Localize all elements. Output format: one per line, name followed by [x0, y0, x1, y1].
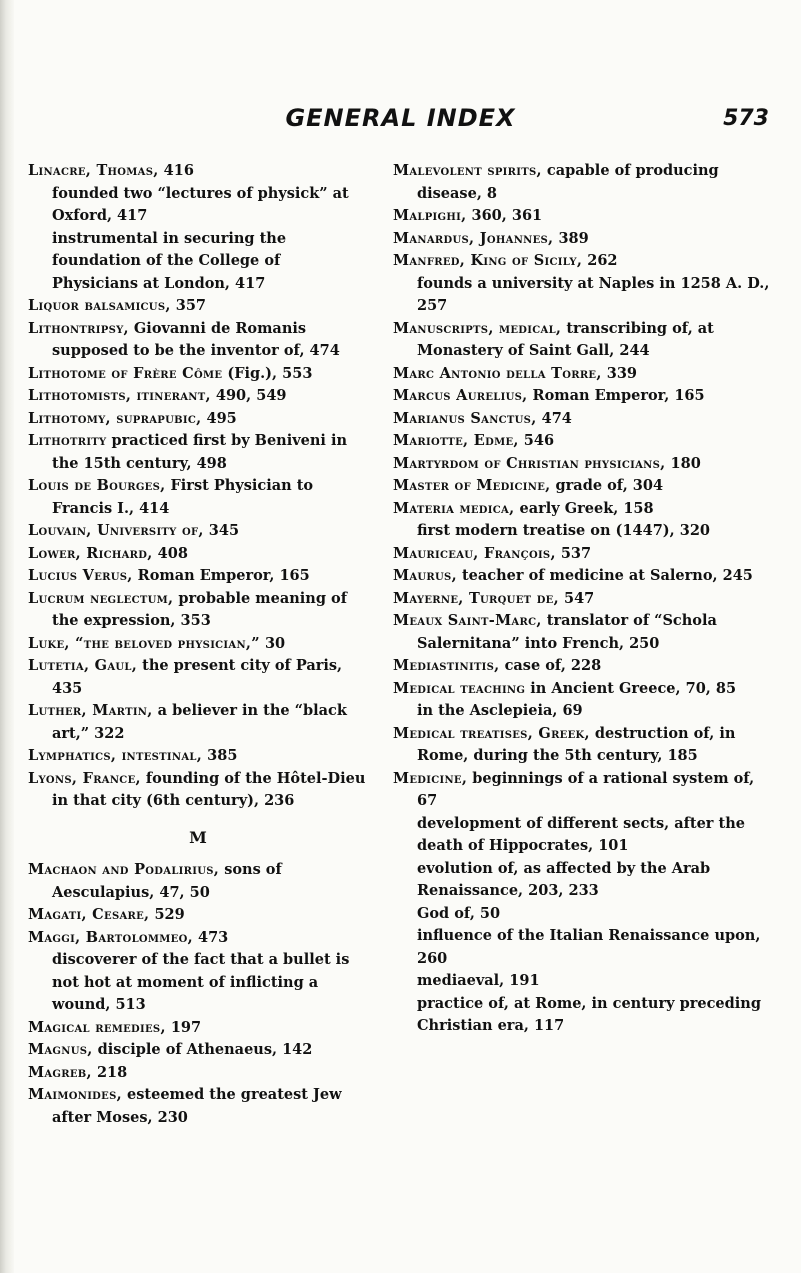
entry-heading: Martyrdom of Christian physicians,	[393, 454, 666, 472]
entry-text: 474	[536, 409, 572, 427]
index-entry	[28, 385, 368, 408]
entry-text: 357	[170, 297, 207, 314]
entry-text: beginnings of a rational system of, 67	[417, 769, 755, 809]
entry-text: the present city of Paris, 435	[52, 657, 343, 697]
entry-text: case of, 228	[499, 657, 602, 674]
entry-heading: Maurus,	[393, 567, 457, 584]
entry-text: in Ancient Greece, 70, 85	[525, 679, 737, 697]
index-entry	[28, 1017, 368, 1040]
right-column	[393, 160, 778, 1038]
entry-text: teacher of medicine at Salerno, 245	[456, 567, 753, 584]
entry-text: disciple of Athenaeus, 142	[92, 1041, 313, 1058]
index-subentry: practice of, at Rome, in century preceding Christian era, 117	[417, 994, 761, 1034]
entry-text: 408	[152, 544, 188, 562]
index-entry	[393, 160, 778, 205]
entry-text: Roman Emperor, 165	[132, 567, 310, 584]
index-entry	[393, 565, 778, 588]
section-letter: M	[189, 827, 207, 847]
index-entry	[28, 633, 368, 656]
entry-text: 495	[201, 409, 237, 427]
index-entry	[393, 678, 778, 701]
entry-text: Giovanni de Romanis supposed to be the inventor of, 474	[52, 319, 340, 359]
entry-heading: Magnus,	[28, 1041, 93, 1058]
entry-heading: Lower, Richard,	[28, 544, 153, 562]
entry-heading: Lymphatics, intestinal,	[28, 747, 203, 764]
index-entry	[28, 904, 368, 927]
index-entry	[393, 385, 778, 408]
entry-heading: Manfred, King of Sicily,	[393, 252, 583, 269]
entry-text: 547	[558, 589, 595, 607]
entry-text: 385	[202, 747, 238, 764]
entry-heading: Malevolent spirits,	[393, 162, 542, 179]
entry-heading: Maggi, Bartolommeo,	[28, 928, 193, 946]
entry-heading: Lithontripsy,	[28, 319, 129, 337]
index-entry	[393, 363, 778, 386]
index-entry	[28, 318, 368, 363]
index-entry	[393, 723, 778, 768]
entry-heading: Mauriceau, François,	[393, 544, 556, 562]
entry-text: 180	[665, 454, 701, 472]
index-subentry: mediaeval, 191	[417, 972, 540, 989]
entry-text: transcribing of, at Monastery of Saint Gall, 244	[417, 319, 714, 359]
entry-text: founding of the Hôtel-Dieu in that city (6th century), 236	[52, 769, 366, 809]
index-entry	[393, 498, 778, 521]
entry-text: 416	[158, 162, 194, 179]
entry-text: (Fig.), 553	[222, 364, 313, 382]
index-entry	[28, 588, 368, 633]
entry-heading: Luke, “the beloved physician,”	[28, 634, 260, 652]
entry-heading: Meaux Saint-Marc,	[393, 612, 542, 629]
entry-heading: Malpighi,	[393, 207, 467, 224]
index-subentry: in the Asclepieia, 69	[417, 702, 583, 719]
entry-text: 490, 549	[210, 387, 287, 404]
index-subentry: founded two “lectures of physick” at Oxford, 417	[52, 184, 349, 224]
entry-text: 218	[91, 1063, 128, 1081]
index-subentry: God of, 50	[417, 904, 501, 922]
entry-heading: Magreb,	[28, 1063, 92, 1081]
entry-heading: Linacre, Thomas,	[28, 162, 159, 179]
index-entry	[393, 475, 778, 498]
index-entry	[28, 430, 368, 475]
index-entry	[393, 408, 778, 431]
entry-heading: Mariotte, Edme,	[393, 432, 519, 449]
entry-heading: Lithotomists, itinerant,	[28, 387, 211, 404]
entry-heading: Medical treatises, Greek,	[393, 724, 590, 742]
entry-text: 389	[553, 229, 589, 247]
index-entry	[28, 1039, 368, 1062]
entry-heading: Lyons, France,	[28, 769, 141, 787]
entry-text: Roman Emperor, 165	[527, 387, 705, 404]
index-entry	[28, 408, 368, 431]
index-entry	[28, 655, 368, 700]
index-entry	[28, 520, 368, 543]
index-subentry: influence of the Italian Renaissance upon, 260	[417, 927, 761, 967]
entry-text: destruction of, in Rome, during the 5th century, 185	[417, 724, 736, 764]
entry-heading: Marc Antonio della Torre,	[393, 364, 602, 382]
entry-text: early Greek, 158	[514, 499, 654, 517]
index-entry	[393, 453, 778, 476]
index-entry	[393, 655, 778, 678]
index-subentry: founds a university at Naples in 1258 A. D., 257	[417, 274, 770, 314]
entry-heading: Luther, Martin,	[28, 702, 153, 719]
index-entry	[28, 543, 368, 566]
page-number: 573	[723, 106, 769, 131]
index-entry	[28, 1062, 368, 1085]
entry-heading: Magical remedies,	[28, 1018, 166, 1036]
entry-text: 473	[192, 928, 229, 946]
entry-text: probable meaning of the expression, 353	[52, 589, 347, 629]
entry-text: grade of, 304	[550, 477, 664, 494]
entry-heading: Lithotrity	[28, 432, 107, 449]
entry-text: 339	[601, 364, 638, 382]
index-entry	[393, 430, 778, 453]
entry-heading: Lithotomy, suprapubic,	[28, 409, 202, 427]
index-subentry: first modern treatise on (1447), 320	[417, 522, 711, 539]
entry-heading: Lithotome of Frère Côme	[28, 364, 223, 382]
entry-heading: Lutetia, Gaul,	[28, 657, 138, 674]
entry-heading: Maimonides,	[28, 1086, 122, 1103]
index-entry	[393, 205, 778, 228]
index-entry	[28, 363, 368, 386]
entry-heading: Marcus Aurelius,	[393, 387, 528, 404]
index-subentry: discoverer of the fact that a bullet is not hot at moment of inflicting a wound, 513	[52, 951, 350, 1013]
page-title: GENERAL INDEX	[285, 104, 516, 132]
entry-text: translator of “Schola Salernitana” into French, 250	[417, 612, 717, 652]
index-entry	[28, 160, 368, 183]
index-entry	[28, 859, 368, 904]
entry-heading: Machaon and Podalirius,	[28, 861, 220, 878]
entry-text: esteemed the greatest Jew after Moses, 230	[52, 1086, 342, 1126]
index-entry	[28, 700, 368, 745]
entry-text: 262	[582, 252, 618, 269]
book-gutter	[0, 0, 14, 1273]
index-entry	[393, 610, 778, 655]
index-entry	[28, 295, 368, 318]
index-entry	[28, 1084, 368, 1129]
entry-text: capable of producing disease, 8	[417, 162, 719, 202]
index-entry	[28, 768, 368, 813]
entry-text: 345	[203, 522, 240, 539]
index-entry	[28, 565, 368, 588]
entry-text: 360, 361	[466, 207, 543, 224]
entry-heading: Mayerne, Turquet de,	[393, 589, 559, 607]
entry-heading: Magati, Cesare,	[28, 906, 150, 923]
entry-text: practiced first by Beniveni in the 15th century, 498	[52, 432, 348, 472]
entry-heading: Louvain, University of,	[28, 522, 204, 539]
entry-heading: Medicine,	[393, 769, 468, 787]
index-entry	[393, 228, 778, 251]
entry-heading: Marianus Sanctus,	[393, 409, 537, 427]
entry-heading: Materia medica,	[393, 499, 515, 517]
index-entry	[393, 543, 778, 566]
entry-heading: Louis de Bourges,	[28, 477, 166, 494]
entry-heading: Liquor balsamicus,	[28, 297, 171, 314]
index-entry	[28, 927, 368, 950]
entry-text: 529	[149, 906, 185, 923]
entry-heading: Lucius Verus,	[28, 567, 133, 584]
index-entry	[393, 768, 778, 813]
entry-heading: Manuscripts, medical,	[393, 319, 562, 337]
entry-text: 30	[259, 634, 286, 652]
entry-heading: Master of Medicine,	[393, 477, 551, 494]
index-entry	[28, 745, 368, 768]
entry-text: 197	[165, 1018, 202, 1036]
index-entry	[28, 475, 368, 520]
index-entry	[393, 318, 778, 363]
index-subentry: evolution of, as affected by the Arab Renaissance, 203, 233	[417, 859, 711, 899]
entry-text: 537	[555, 544, 592, 562]
entry-text: First Physician to Francis I., 414	[52, 477, 314, 517]
entry-text: 546	[518, 432, 555, 449]
entry-heading: Lucrum neglectum,	[28, 589, 174, 607]
index-subentry: instrumental in securing the foundation of the College of Physicians at London, 417	[52, 229, 287, 292]
entry-heading: Manardus, Johannes,	[393, 229, 554, 247]
index-entry	[393, 588, 778, 611]
running-header	[0, 100, 801, 140]
index-entry	[393, 250, 778, 273]
entry-text: sons of Aesculapius, 47, 50	[52, 861, 282, 901]
index-subentry: development of different sects, after the death of Hippocrates, 101	[417, 814, 745, 854]
entry-heading: Mediastinitis,	[393, 657, 500, 674]
entry-heading: Medical teaching	[393, 679, 526, 697]
entry-text: a believer in the “black art,” 322	[52, 702, 347, 742]
left-column	[28, 160, 368, 1129]
